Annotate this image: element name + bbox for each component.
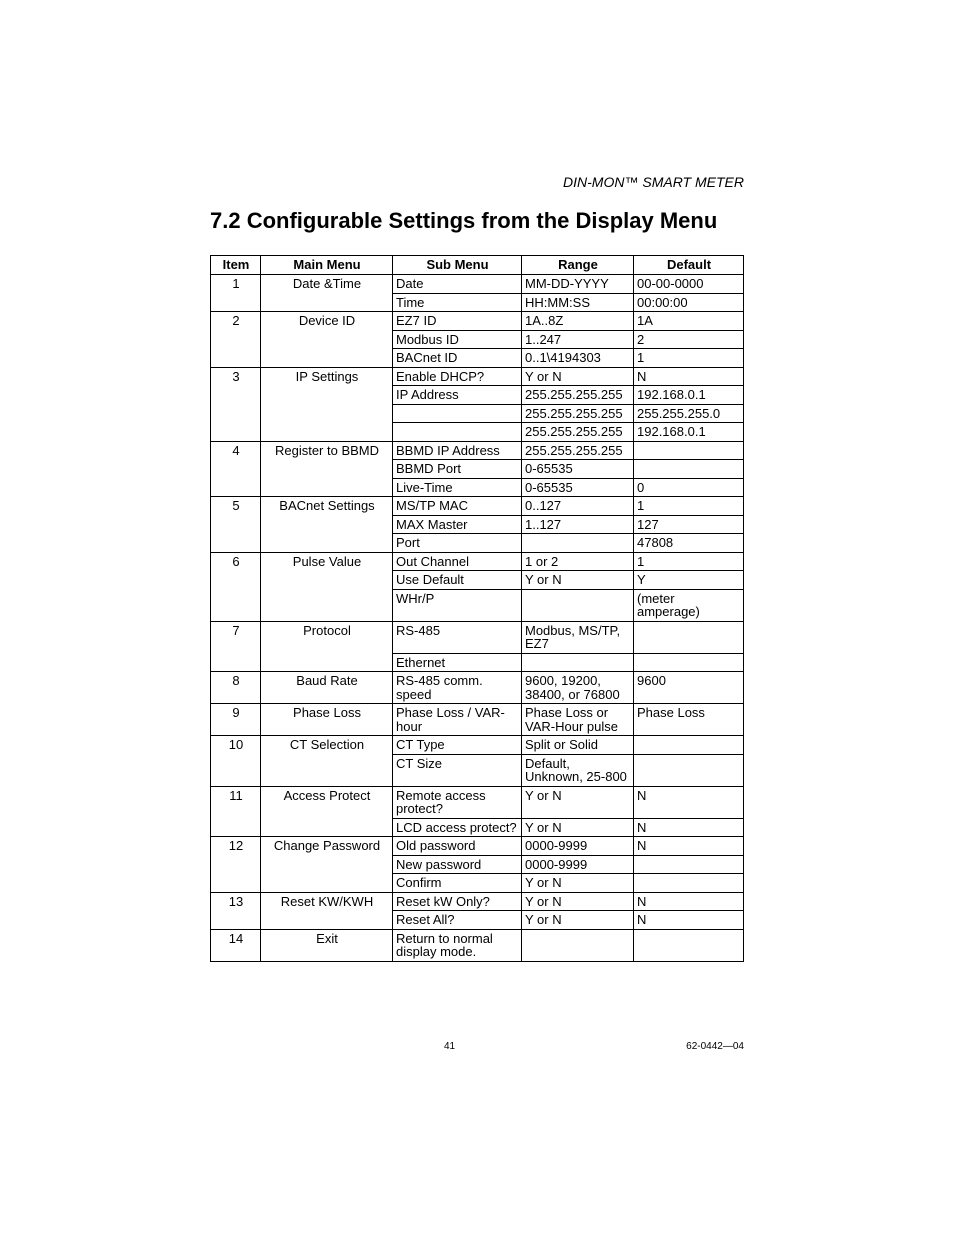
cell-range: MM-DD-YYYY [522,275,634,294]
cell-sub-menu: Date [393,275,522,294]
cell-default [634,653,744,672]
cell-default [634,855,744,874]
cell-range: 255.255.255.255 [522,404,634,423]
cell-range: HH:MM:SS [522,293,634,312]
cell-default: N [634,818,744,837]
header-product-title: DIN-MON™ SMART METER [563,174,744,190]
column-header-item: Item [211,256,261,275]
cell-range: Y or N [522,911,634,930]
cell-default: 1 [634,552,744,571]
cell-sub-menu: MAX Master [393,515,522,534]
cell-sub-menu: BBMD IP Address [393,441,522,460]
cell-default: 2 [634,330,744,349]
column-header-range: Range [522,256,634,275]
cell-main-menu: Change Password [261,837,393,893]
cell-range: Y or N [522,367,634,386]
cell-sub-menu: Time [393,293,522,312]
cell-item: 8 [211,672,261,704]
cell-sub-menu: Remote access protect? [393,786,522,818]
cell-sub-menu: BACnet ID [393,349,522,368]
cell-default [634,441,744,460]
page-number: 41 [444,1041,456,1052]
cell-item: 4 [211,441,261,497]
cell-range: 255.255.255.255 [522,423,634,442]
cell-default [634,460,744,479]
table-row [211,367,744,386]
cell-default: 47808 [634,534,744,553]
column-header-default: Default [634,256,744,275]
cell-default: N [634,837,744,856]
cell-sub-menu: RS-485 [393,621,522,653]
cell-sub-menu: Return to normal display mode. [393,929,522,961]
cell-item: 6 [211,552,261,621]
cell-sub-menu: Port [393,534,522,553]
cell-range: 0..127 [522,497,634,516]
cell-sub-menu: Modbus ID [393,330,522,349]
table-row [211,275,744,294]
cell-range: 1..247 [522,330,634,349]
cell-sub-menu: New password [393,855,522,874]
cell-sub-menu [393,423,522,442]
cell-main-menu: BACnet Settings [261,497,393,553]
cell-default: 00-00-0000 [634,275,744,294]
cell-default [634,736,744,755]
cell-main-menu: Exit [261,929,393,961]
cell-sub-menu: Out Channel [393,552,522,571]
table-row [211,837,744,856]
table-body [211,275,744,962]
cell-sub-menu: Enable DHCP? [393,367,522,386]
cell-range: 0000-9999 [522,837,634,856]
table-row [211,892,744,911]
cell-range: Modbus, MS/TP, EZ7 [522,621,634,653]
cell-range: 1 or 2 [522,552,634,571]
cell-item: 1 [211,275,261,312]
cell-item: 14 [211,929,261,961]
cell-range: Split or Solid [522,736,634,755]
cell-default: 00:00:00 [634,293,744,312]
cell-default: 1 [634,349,744,368]
cell-default: 192.168.0.1 [634,386,744,405]
cell-sub-menu: Old password [393,837,522,856]
cell-default: Y [634,571,744,590]
cell-item: 13 [211,892,261,929]
table-row [211,672,744,704]
cell-default: N [634,367,744,386]
column-header-main-menu: Main Menu [261,256,393,275]
cell-sub-menu: Phase Loss / VAR-hour [393,704,522,736]
cell-default: 9600 [634,672,744,704]
cell-item: 5 [211,497,261,553]
cell-main-menu: Register to BBMD [261,441,393,497]
cell-main-menu: Reset KW/KWH [261,892,393,929]
cell-item: 11 [211,786,261,837]
cell-item: 10 [211,736,261,787]
cell-default [634,754,744,786]
cell-range [522,929,634,961]
cell-default: Phase Loss [634,704,744,736]
cell-sub-menu: CT Size [393,754,522,786]
cell-range: Y or N [522,571,634,590]
cell-range: 0-65535 [522,460,634,479]
cell-sub-menu: CT Type [393,736,522,755]
cell-default: 0 [634,478,744,497]
table-row [211,441,744,460]
section-title: 7.2 Configurable Settings from the Display Menu [210,208,718,233]
cell-main-menu: Access Protect [261,786,393,837]
cell-range: Y or N [522,818,634,837]
cell-default: 255.255.255.0 [634,404,744,423]
cell-item: 2 [211,312,261,368]
table-row [211,312,744,331]
cell-range: Phase Loss or VAR-Hour pulse [522,704,634,736]
cell-sub-menu: WHr/P [393,589,522,621]
cell-range: 0..1\4194303 [522,349,634,368]
cell-range: 0-65535 [522,478,634,497]
cell-range: Y or N [522,874,634,893]
cell-default: (meter amperage) [634,589,744,621]
cell-range: 9600, 19200, 38400, or 76800 [522,672,634,704]
cell-sub-menu: BBMD Port [393,460,522,479]
cell-range: 255.255.255.255 [522,441,634,460]
cell-sub-menu: MS/TP MAC [393,497,522,516]
cell-range: 1A..8Z [522,312,634,331]
cell-item: 3 [211,367,261,441]
cell-default: 192.168.0.1 [634,423,744,442]
cell-range [522,534,634,553]
cell-main-menu: CT Selection [261,736,393,787]
cell-main-menu: Date &Time [261,275,393,312]
cell-sub-menu: IP Address [393,386,522,405]
cell-default: 1A [634,312,744,331]
cell-sub-menu [393,404,522,423]
cell-range: Default, Unknown, 25-800 [522,754,634,786]
cell-default [634,874,744,893]
table-header-row [211,256,744,275]
table-row [211,497,744,516]
cell-main-menu: IP Settings [261,367,393,441]
cell-main-menu: Phase Loss [261,704,393,736]
cell-sub-menu: Reset All? [393,911,522,930]
cell-range: 255.255.255.255 [522,386,634,405]
cell-main-menu: Protocol [261,621,393,672]
cell-sub-menu: LCD access protect? [393,818,522,837]
document-number: 62-0442—04 [686,1041,744,1052]
cell-sub-menu: RS-485 comm. speed [393,672,522,704]
table-row [211,929,744,961]
cell-main-menu: Device ID [261,312,393,368]
cell-sub-menu: Reset kW Only? [393,892,522,911]
cell-default [634,929,744,961]
column-header-sub-menu: Sub Menu [393,256,522,275]
cell-range [522,653,634,672]
cell-default: N [634,892,744,911]
cell-default: 127 [634,515,744,534]
cell-range: Y or N [522,892,634,911]
cell-default: N [634,911,744,930]
cell-sub-menu: Use Default [393,571,522,590]
cell-default: 1 [634,497,744,516]
table-row [211,736,744,755]
table-row [211,552,744,571]
cell-range: 0000-9999 [522,855,634,874]
table-row [211,621,744,653]
cell-item: 9 [211,704,261,736]
cell-main-menu: Baud Rate [261,672,393,704]
cell-sub-menu: Confirm [393,874,522,893]
cell-item: 7 [211,621,261,672]
cell-range: 1..127 [522,515,634,534]
table-row [211,704,744,736]
cell-sub-menu: Ethernet [393,653,522,672]
cell-default: N [634,786,744,818]
settings-table [210,255,744,962]
cell-sub-menu: EZ7 ID [393,312,522,331]
cell-default [634,621,744,653]
table-row [211,786,744,818]
cell-item: 12 [211,837,261,893]
cell-range [522,589,634,621]
cell-sub-menu: Live-Time [393,478,522,497]
cell-range: Y or N [522,786,634,818]
cell-main-menu: Pulse Value [261,552,393,621]
